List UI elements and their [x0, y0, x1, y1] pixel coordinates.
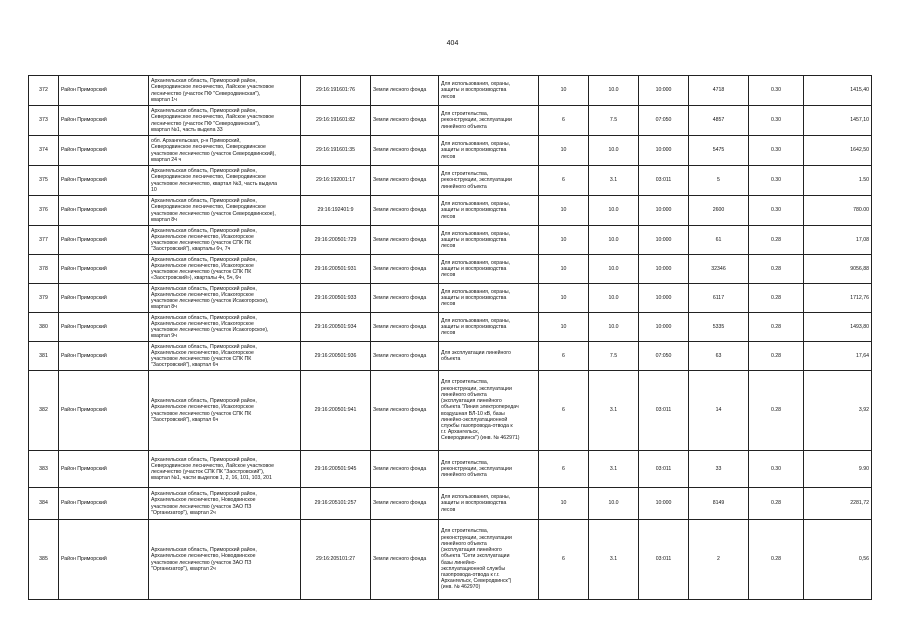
coefficient-k-cell: 0.30	[749, 136, 804, 166]
coefficient-k-cell: 0.30	[749, 76, 804, 106]
coefficient-cell: 10	[539, 226, 589, 255]
area-cell: 5475	[689, 136, 749, 166]
area-cell: 5	[689, 166, 749, 196]
amount-cell: 1.50	[804, 166, 872, 196]
row-number: 380	[29, 313, 59, 342]
land-category-cell: Земли лесного фонда	[371, 136, 439, 166]
cadastral-number-cell: 29:16:200501:933	[301, 284, 371, 313]
permitted-use-cell: Для использования, охраны, защиты и воспроизводства лесов	[439, 136, 539, 166]
cadastral-number-cell: 29:16:200501:934	[301, 313, 371, 342]
coefficient-cell: 6	[539, 520, 589, 600]
district-cell: Район Приморский	[59, 520, 149, 600]
row-number: 379	[29, 284, 59, 313]
land-category-cell: Земли лесного фонда	[371, 166, 439, 196]
use-code-cell: 03:011	[639, 166, 689, 196]
area-cell: 33	[689, 451, 749, 488]
amount-cell: 17,64	[804, 342, 872, 371]
use-code-cell: 07:050	[639, 106, 689, 136]
land-category-cell: Земли лесного фонда	[371, 451, 439, 488]
area-cell: 4718	[689, 76, 749, 106]
amount-cell: 9056,88	[804, 255, 872, 284]
amount-cell: 1712,76	[804, 284, 872, 313]
land-category-cell: Земли лесного фонда	[371, 371, 439, 451]
land-register-table	[28, 75, 872, 600]
amount-cell: 1493,80	[804, 313, 872, 342]
table-row	[29, 136, 872, 166]
use-code-cell: 10:000	[639, 488, 689, 520]
address-cell: Архангельская область, Приморский район, Архангельское лесничество, Исакогорское участковое лесничество (участок СПК ПК "Заостровский"), квартал 6ч	[149, 342, 301, 371]
land-category-cell: Земли лесного фонда	[371, 342, 439, 371]
permitted-use-cell: Для использования, охраны, защиты и воспроизводства лесов	[439, 284, 539, 313]
address-cell: обл. Архангельская, р-н Приморский, Северодвинское лесничество, Северодвинское участковое лесничество (участок Северодвинский), квартал 24 ч	[149, 136, 301, 166]
district-cell: Район Приморский	[59, 342, 149, 371]
cadastral-number-cell: 29:16:200501:729	[301, 226, 371, 255]
rate-percent-cell: 10.0	[589, 196, 639, 226]
land-category-cell: Земли лесного фонда	[371, 255, 439, 284]
row-number: 383	[29, 451, 59, 488]
table-row	[29, 371, 872, 451]
row-number: 384	[29, 488, 59, 520]
rate-percent-cell: 3.1	[589, 451, 639, 488]
district-cell: Район Приморский	[59, 226, 149, 255]
coefficient-k-cell: 0.28	[749, 313, 804, 342]
address-cell: Архангельская область, Приморский район, Архангельское лесничество, Новодвинское участковое лесничество (участок ЗАО ПЗ "Организатор"), квартал 2ч	[149, 520, 301, 600]
row-number: 373	[29, 106, 59, 136]
table-row	[29, 520, 872, 600]
table-row	[29, 451, 872, 488]
cadastral-number-cell: 29:16:200501:936	[301, 342, 371, 371]
address-cell: Архангельская область, Приморский район, Архангельское лесничество, Исакогорское участковое лесничество (участок Исакогорское), квартал 8ч	[149, 284, 301, 313]
coefficient-cell: 10	[539, 284, 589, 313]
use-code-cell: 10:000	[639, 284, 689, 313]
address-cell: Архангельская область, Приморский район, Архангельское лесничество, Исакогорское участковое лесничество (участок СПК ПК "Заостровский"), кварталы 6ч, 7ч	[149, 226, 301, 255]
permitted-use-cell: Для использования, охраны, защиты и воспроизводства лесов	[439, 488, 539, 520]
permitted-use-cell: Для использования, охраны, защиты и воспроизводства лесов	[439, 196, 539, 226]
district-cell: Район Приморский	[59, 284, 149, 313]
coefficient-cell: 6	[539, 371, 589, 451]
district-cell: Район Приморский	[59, 371, 149, 451]
coefficient-cell: 6	[539, 106, 589, 136]
land-category-cell: Земли лесного фонда	[371, 76, 439, 106]
permitted-use-cell: Для использования, охраны, защиты и воспроизводства лесов	[439, 226, 539, 255]
coefficient-cell: 6	[539, 166, 589, 196]
use-code-cell: 10:000	[639, 226, 689, 255]
table-row	[29, 488, 872, 520]
row-number: 381	[29, 342, 59, 371]
land-category-cell: Земли лесного фонда	[371, 226, 439, 255]
coefficient-cell: 10	[539, 313, 589, 342]
coefficient-k-cell: 0.28	[749, 284, 804, 313]
use-code-cell: 03:011	[639, 520, 689, 600]
row-number: 376	[29, 196, 59, 226]
rate-percent-cell: 3.1	[589, 166, 639, 196]
district-cell: Район Приморский	[59, 313, 149, 342]
amount-cell: 17,08	[804, 226, 872, 255]
coefficient-cell: 10	[539, 488, 589, 520]
cadastral-number-cell: 29:16:191601:35	[301, 136, 371, 166]
coefficient-k-cell: 0.28	[749, 488, 804, 520]
area-cell: 14	[689, 371, 749, 451]
amount-cell: 1457,10	[804, 106, 872, 136]
rate-percent-cell: 10.0	[589, 136, 639, 166]
coefficient-cell: 10	[539, 255, 589, 284]
table-row	[29, 226, 872, 255]
permitted-use-cell: Для строительства, реконструкции, эксплуатации линейного объекта (эксплуатация линейного объекта "Линия электропередач воздушная ВЛ-10 кВ, базы линейно-эксплуатационной службы газопровода-отвода к г.г. Архангельск, Северодвинск") (инв. № 462971)	[439, 371, 539, 451]
rate-percent-cell: 10.0	[589, 76, 639, 106]
permitted-use-cell: Для использования, охраны, защиты и воспроизводства лесов	[439, 76, 539, 106]
district-cell: Район Приморский	[59, 255, 149, 284]
table-row	[29, 76, 872, 106]
land-category-cell: Земли лесного фонда	[371, 313, 439, 342]
coefficient-k-cell: 0.28	[749, 226, 804, 255]
use-code-cell: 03:011	[639, 451, 689, 488]
land-category-cell: Земли лесного фонда	[371, 488, 439, 520]
permitted-use-cell: Для использования, охраны, защиты и воспроизводства лесов	[439, 313, 539, 342]
amount-cell: 1415,40	[804, 76, 872, 106]
area-cell: 8149	[689, 488, 749, 520]
coefficient-k-cell: 0.30	[749, 196, 804, 226]
row-number: 378	[29, 255, 59, 284]
cadastral-number-cell: 29:16:191601:82	[301, 106, 371, 136]
table-row	[29, 106, 872, 136]
address-cell: Архангельская область, Приморский район, Архангельское лесничество, Исакогорское участковое лесничество (участок СПК ПК "Заостровский"), квартал 6ч	[149, 371, 301, 451]
use-code-cell: 10:000	[639, 313, 689, 342]
coefficient-cell: 10	[539, 136, 589, 166]
table-row	[29, 166, 872, 196]
area-cell: 63	[689, 342, 749, 371]
coefficient-k-cell: 0.30	[749, 451, 804, 488]
district-cell: Район Приморский	[59, 196, 149, 226]
area-cell: 61	[689, 226, 749, 255]
cadastral-number-cell: 29:16:192401:9	[301, 196, 371, 226]
row-number: 377	[29, 226, 59, 255]
permitted-use-cell: Для строительства, реконструкции, эксплуатации линейного объекта	[439, 106, 539, 136]
cadastral-number-cell: 29:16:192001:17	[301, 166, 371, 196]
use-code-cell: 10:000	[639, 196, 689, 226]
table-row	[29, 313, 872, 342]
permitted-use-cell: Для использования, охраны, защиты и воспроизводства лесов	[439, 255, 539, 284]
address-cell: Архангельская область, Приморский район, Северодвинское лесничество, Лайское участковое лесничество (участок СПК ПК "Заостровский"), квартал №1, части выделов 1, 2, 16, 101, 103, 201	[149, 451, 301, 488]
address-cell: Архангельская область, Приморский район, Архангельское лесничество, Новодвинское участковое лесничество (участок ЗАО ПЗ "Организатор"), квартал 2ч	[149, 488, 301, 520]
coefficient-cell: 6	[539, 451, 589, 488]
rate-percent-cell: 10.0	[589, 255, 639, 284]
amount-cell: 9.90	[804, 451, 872, 488]
use-code-cell: 03:011	[639, 371, 689, 451]
rate-percent-cell: 7.5	[589, 106, 639, 136]
amount-cell: 780.00	[804, 196, 872, 226]
amount-cell: 3,92	[804, 371, 872, 451]
rate-percent-cell: 10.0	[589, 313, 639, 342]
rate-percent-cell: 10.0	[589, 226, 639, 255]
coefficient-k-cell: 0.30	[749, 166, 804, 196]
address-cell: Архангельская область, Приморский район, Северодвинское лесничество, Северодвинское участковое лесничество (участок Северодвинское), квартал 8ч	[149, 196, 301, 226]
permitted-use-cell: Для эксплуатации линейного объекта	[439, 342, 539, 371]
amount-cell: 2281,72	[804, 488, 872, 520]
row-number: 372	[29, 76, 59, 106]
rate-percent-cell: 10.0	[589, 284, 639, 313]
coefficient-cell: 6	[539, 342, 589, 371]
cadastral-number-cell: 29:16:205101:27	[301, 520, 371, 600]
table-row	[29, 255, 872, 284]
land-category-cell: Земли лесного фонда	[371, 284, 439, 313]
area-cell: 6117	[689, 284, 749, 313]
coefficient-k-cell: 0.28	[749, 371, 804, 451]
table-row	[29, 284, 872, 313]
address-cell: Архангельская область, Приморский район, Северодвинское лесничество, Северодвинское участковое лесничество, квартал №3, часть выдела 10	[149, 166, 301, 196]
cadastral-number-cell: 29:16:191601:76	[301, 76, 371, 106]
rate-percent-cell: 7.5	[589, 342, 639, 371]
page-number: 404	[446, 40, 459, 47]
area-cell: 2600	[689, 196, 749, 226]
coefficient-cell: 10	[539, 76, 589, 106]
cadastral-number-cell: 29:16:200501:945	[301, 451, 371, 488]
cadastral-number-cell: 29:16:200501:941	[301, 371, 371, 451]
address-cell: Архангельская область, Приморский район, Северодвинское лесничество, Лайское участковое лесничество (участок ПФ "Северодвинская"), квартал №1, часть выдела 33	[149, 106, 301, 136]
address-cell: Архангельская область, Приморский район, Архангельское лесничество, Исакогорское участковое лесничество (участок СПК ПК «Заостровский»), кварталы 4ч, 5ч, 6ч	[149, 255, 301, 284]
cadastral-number-cell: 29:16:205101:257	[301, 488, 371, 520]
rate-percent-cell: 10.0	[589, 488, 639, 520]
land-category-cell: Земли лесного фонда	[371, 520, 439, 600]
address-cell: Архангельская область, Приморский район, Архангельское лесничество, Исакогорское участковое лесничество (участок Исакогорское), квартал 9ч	[149, 313, 301, 342]
use-code-cell: 10:000	[639, 255, 689, 284]
permitted-use-cell: Для строительства, реконструкции, эксплуатации линейного объекта (эксплуатация линейного объекта "Сети эксплуатации базы линейно- эксплуатационной службы газопровода-отвода к г.г. Архангельск, Северодвинск") (инв. № 462970)	[439, 520, 539, 600]
use-code-cell: 10:000	[639, 76, 689, 106]
coefficient-k-cell: 0.28	[749, 255, 804, 284]
address-cell: Архангельская область, Приморский район, Северодвинское лесничество, Лайское участковое лесничество (участок ПФ "Северодвинская"), квартал 1ч	[149, 76, 301, 106]
amount-cell: 0,56	[804, 520, 872, 600]
table-row	[29, 342, 872, 371]
table-row	[29, 196, 872, 226]
district-cell: Район Приморский	[59, 106, 149, 136]
district-cell: Район Приморский	[59, 451, 149, 488]
rate-percent-cell: 3.1	[589, 371, 639, 451]
coefficient-k-cell: 0.28	[749, 520, 804, 600]
rate-percent-cell: 3.1	[589, 520, 639, 600]
district-cell: Район Приморский	[59, 488, 149, 520]
area-cell: 32346	[689, 255, 749, 284]
coefficient-k-cell: 0.28	[749, 342, 804, 371]
area-cell: 2	[689, 520, 749, 600]
row-number: 382	[29, 371, 59, 451]
area-cell: 4857	[689, 106, 749, 136]
coefficient-k-cell: 0.30	[749, 106, 804, 136]
district-cell: Район Приморский	[59, 166, 149, 196]
district-cell: Район Приморский	[59, 76, 149, 106]
coefficient-cell: 10	[539, 196, 589, 226]
permitted-use-cell: Для строительства, реконструкции, эксплуатации линейного объекта	[439, 166, 539, 196]
use-code-cell: 07:050	[639, 342, 689, 371]
land-category-cell: Земли лесного фонда	[371, 106, 439, 136]
row-number: 385	[29, 520, 59, 600]
use-code-cell: 10:000	[639, 136, 689, 166]
amount-cell: 1642,50	[804, 136, 872, 166]
permitted-use-cell: Для строительства, реконструкции, эксплуатации линейного объекта	[439, 451, 539, 488]
district-cell: Район Приморский	[59, 136, 149, 166]
cadastral-number-cell: 29:16:200501:931	[301, 255, 371, 284]
row-number: 374	[29, 136, 59, 166]
row-number: 375	[29, 166, 59, 196]
land-category-cell: Земли лесного фонда	[371, 196, 439, 226]
area-cell: 5335	[689, 313, 749, 342]
